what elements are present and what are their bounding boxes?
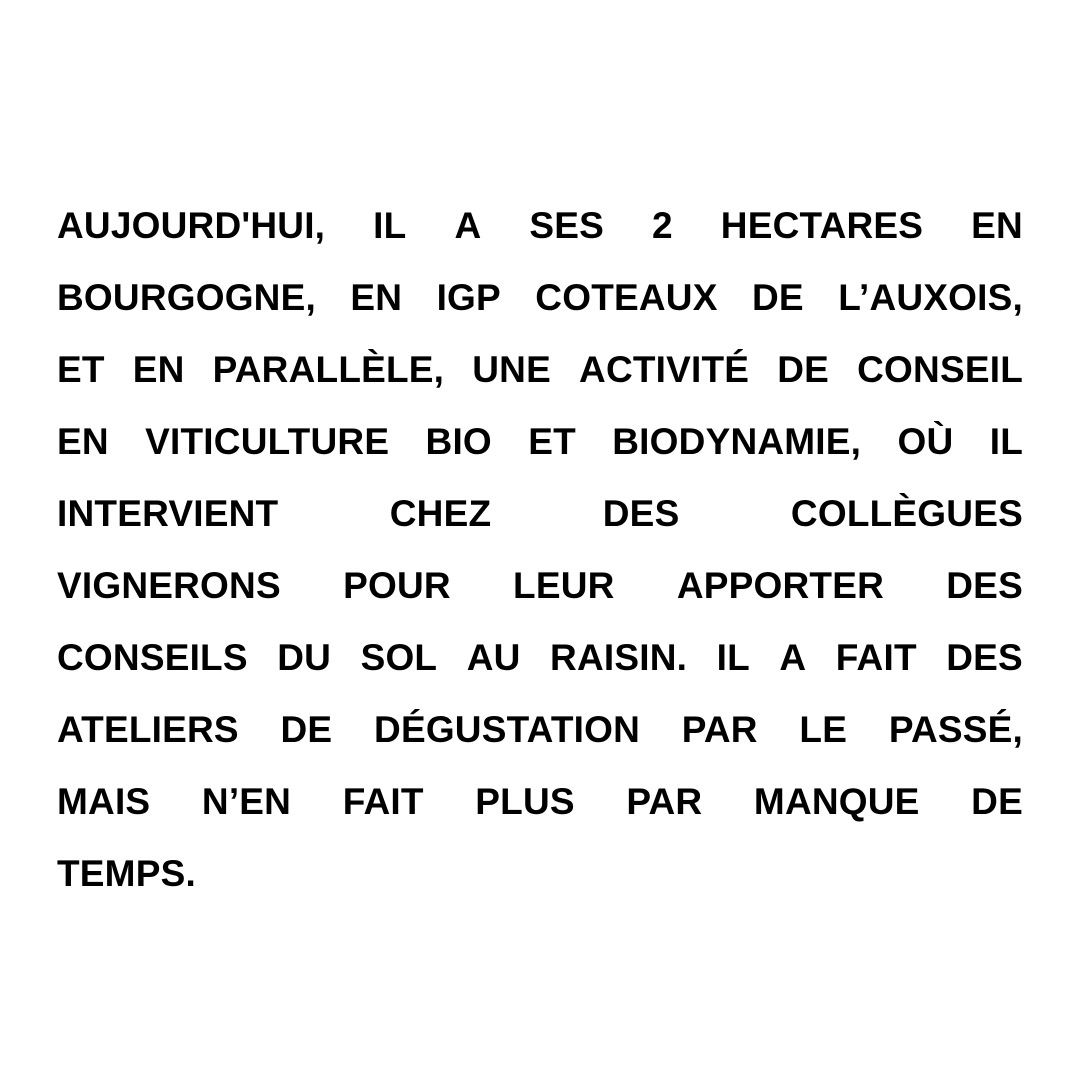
paragraph-line-4: EN VITICULTURE BIO ET BIODYNAMIE, OÙ IL bbox=[57, 421, 1023, 462]
paragraph-line-8: ATELIERS DE DÉGUSTATION PAR LE PASSÉ, bbox=[57, 709, 1023, 750]
paragraph bbox=[57, 190, 1023, 910]
paragraph-line-9: MAIS N’EN FAIT PLUS PAR MANQUE DE bbox=[57, 781, 1023, 822]
paragraph-line-10: TEMPS. bbox=[57, 853, 196, 894]
paragraph-line-1: AUJOURD'HUI, IL A SES 2 HECTARES EN bbox=[57, 205, 1023, 246]
paragraph-line-7: CONSEILS DU SOL AU RAISIN. IL A FAIT DES bbox=[57, 637, 1023, 678]
paragraph-line-2: BOURGOGNE, EN IGP COTEAUX DE L’AUXOIS, bbox=[57, 277, 1023, 318]
paragraph-line-5: INTERVIENT CHEZ DES COLLÈGUES bbox=[57, 493, 1023, 534]
paragraph-line-3: ET EN PARALLÈLE, UNE ACTIVITÉ DE CONSEIL bbox=[57, 349, 1023, 390]
paragraph-line-6: VIGNERONS POUR LEUR APPORTER DES bbox=[57, 565, 1023, 606]
